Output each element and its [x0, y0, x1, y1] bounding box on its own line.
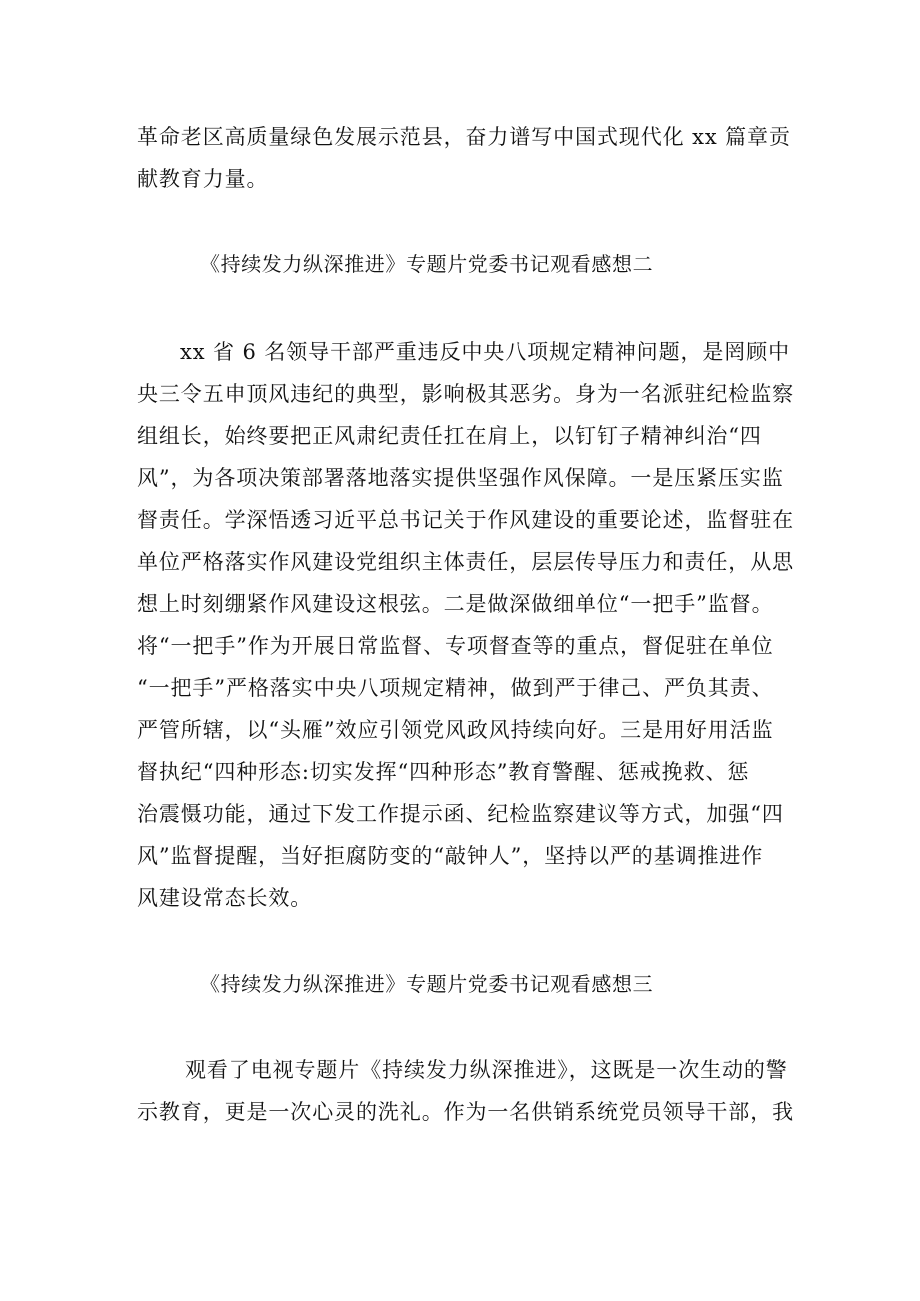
- intro-line-1: 革命老区高质量绿色发展示范县，奋力谱写中国式现代化 xx 篇章贡: [137, 125, 791, 149]
- section-two-line: 央三令五申顶风违纪的典型，影响极其恶劣。身为一名派驻纪检监察: [137, 382, 794, 406]
- section-two-line: 严管所辖，以“头雁”效应引领党风政风持续向好。三是用好用活监: [137, 718, 774, 742]
- section-two-line: “一把手”严格落实中央八项规定精神，做到严于律己、严负其责、: [137, 676, 774, 700]
- section-two-line: 风”，为各项决策部署落地落实提供坚强作风保障。一是压紧压实监: [137, 466, 784, 490]
- section-two-line: 组组长，始终要把正风肃纪责任扛在肩上，以钉钉子精神纠治“四: [137, 424, 762, 448]
- section-two-line: 风建设常态长效。: [137, 886, 313, 910]
- section-three-line: 示教育，更是一次心灵的洗礼。作为一名供销系统党员领导干部，我: [137, 1100, 794, 1124]
- section-two-line: xx 省 6 名领导干部严重违反中央八项规定精神问题，是罔顾中: [180, 340, 790, 364]
- section-three-line: 观看了电视专题片《持续发力纵深推进》，这既是一次生动的警: [185, 1058, 788, 1082]
- section-two-line: 单位严格落实作风建设党组织主体责任，层层传导压力和责任，从思: [137, 550, 794, 574]
- intro-line-2: 献教育力量。: [137, 167, 269, 191]
- section-two-line: 治震慑功能，通过下发工作提示函、纪检监察建议等方式，加强“四: [137, 802, 784, 826]
- section-two-title: 《持续发力纵深推进》专题片党委书记观看感想二: [200, 252, 654, 276]
- section-two-line: 督执纪“四种形态:切实发挥“四种形态”教育警醒、惩戒挽救、惩: [137, 760, 750, 784]
- section-two-line: 想上时刻绷紧作风建设这根弦。二是做深做细单位“一把手”监督。: [137, 592, 774, 616]
- section-two-line: 将“一把手”作为开展日常监督、专项督查等的重点，督促驻在单位: [137, 634, 774, 658]
- section-two-line: 督责任。学深悟透习近平总书记关于作风建设的重要论述，监督驻在: [137, 508, 794, 532]
- section-three-title: 《持续发力纵深推进》专题片党委书记观看感想三: [200, 972, 654, 996]
- section-two-line: 风”监督提醒，当好拒腐防变的“敲钟人”，坚持以严的基调推进作: [137, 844, 764, 868]
